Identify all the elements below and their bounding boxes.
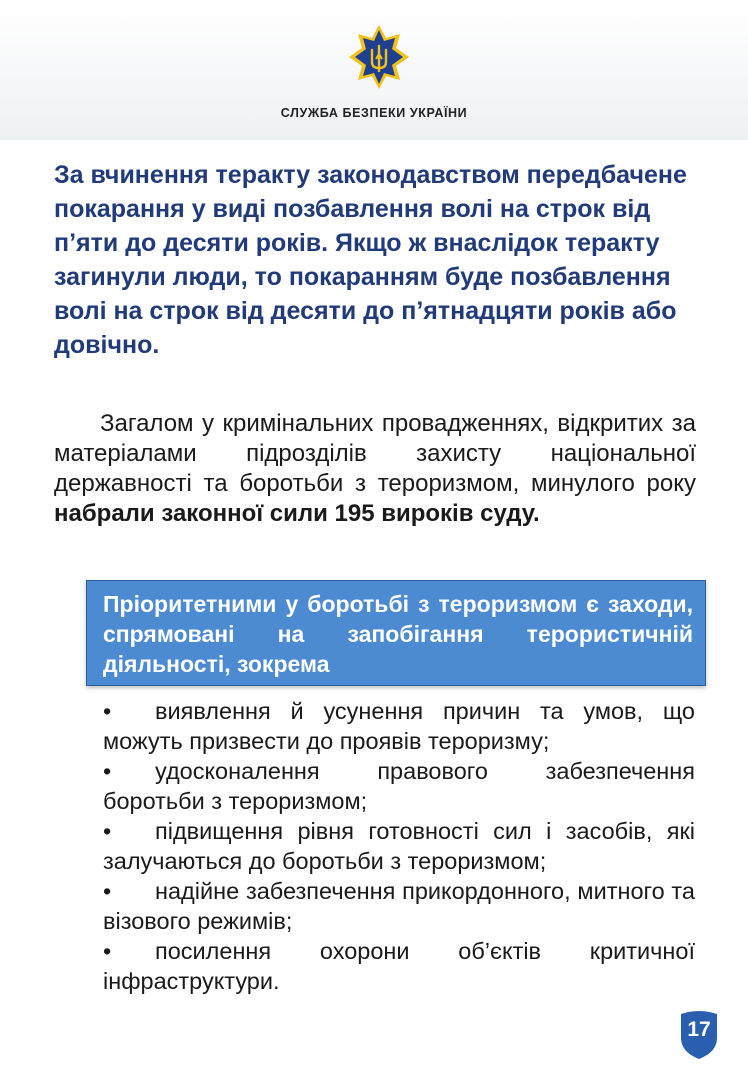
bullet-icon: • [103,878,112,904]
bullet-icon: • [103,938,112,964]
callout-box [86,580,706,686]
org-name: СЛУЖБА БЕЗПЕКИ УКРАЇНИ [280,106,468,120]
body-text: Загалом у кримінальних провадженнях, відкритих за матеріалами підрозділів захисту національної державності та боротьби з тероризмом, минулого року [54,410,696,497]
ssu-emblem-icon [348,24,410,90]
list-item-text: посилення охорони об’єктів критичної інфраструктури. [103,938,695,994]
list-item [103,816,695,876]
lead-text: За вчинення теракту законодавством передбачене покарання у виді позбавлення волі на строк від п’яти до десяти років. Якщо ж внаслідок теракту загинули люди, то покаранням буде позбавлення волі на строк від десяти до п’ятнадцяти років або довічно. [54,161,687,359]
list-item [103,756,695,816]
list-item-text: виявлення й усунення причин та умов, що можуть призвести до проявів тероризму; [103,698,695,754]
bullet-list [103,696,695,996]
list-item-text: надійне забезпечення прикордонного, митного та візового режимів; [103,878,695,934]
list-item-text: удосконалення правового забезпечення боротьби з тероризмом; [103,758,695,814]
list-item [103,876,695,936]
list-item [103,936,695,996]
callout-text: Пріоритетними у боротьбі з тероризмом є заходи, спрямовані на запобігання терористичній діяльності, зокрема [103,591,693,677]
bullet-icon: • [103,758,112,784]
bullet-icon: • [103,818,112,844]
body-bold-text: набрали законної сили 195 вироків суду. [54,500,540,527]
page-number: 17 [687,1018,711,1041]
body-paragraph [54,409,696,529]
bullet-icon: • [103,698,112,724]
list-item-text: підвищення рівня готовності сил і засобів, які залучаються до боротьби з тероризмом; [103,818,695,874]
list-item [103,696,695,756]
